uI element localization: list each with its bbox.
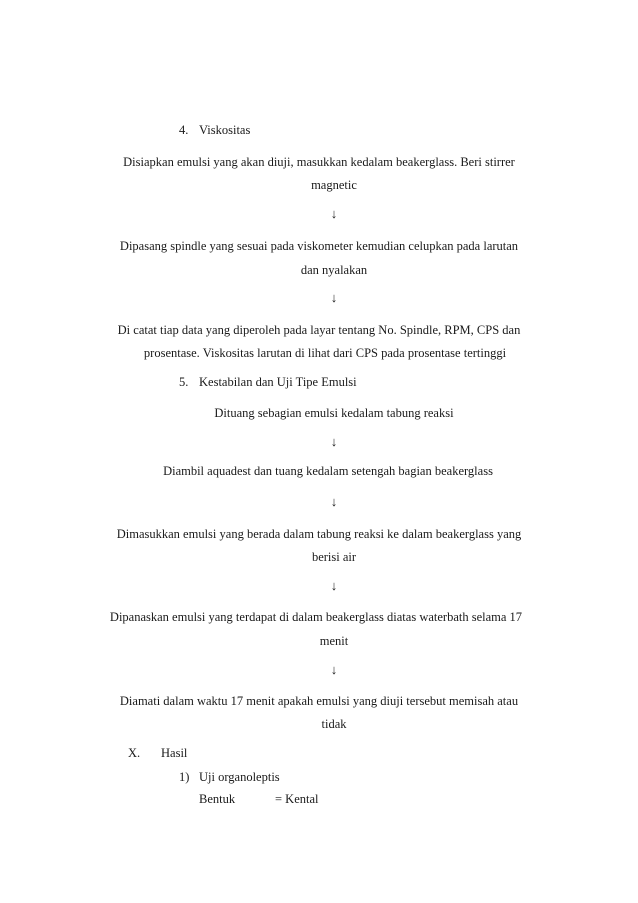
subsection-1-heading: Uji organoleptis (199, 770, 280, 784)
viskositas-step-2-line-1: Dipasang spindle yang sesuai pada viskometer kemudian celupkan pada larutan (119, 239, 519, 253)
result-row-value: = Kental (275, 792, 319, 806)
kestabilan-step-5-line-1: Diamati dalam waktu 17 menit apakah emulsi yang diuji tersebut memisah atau (119, 694, 519, 708)
section-5-number: 5. (179, 375, 189, 389)
viskositas-step-2-line-2: dan nyalakan (300, 263, 368, 277)
section-x-heading: Hasil (161, 746, 188, 760)
section-5-heading: Kestabilan dan Uji Tipe Emulsi (199, 375, 357, 389)
kestabilan-step-2: Diambil aquadest dan tuang kedalam setengah bagian beakerglass (163, 464, 493, 478)
kestabilan-step-3-line-2: berisi air (311, 550, 357, 564)
result-row-label: Bentuk (199, 792, 236, 806)
kestabilan-step-5-line-2: tidak (321, 717, 347, 731)
viskositas-step-1-line-1: Disiapkan emulsi yang akan diuji, masukkan kedalam beakerglass. Beri stirrer (123, 155, 515, 169)
kestabilan-step-1: Dituang sebagian emulsi kedalam tabung reaksi (214, 406, 454, 420)
flow-arrow-5: ↓ (330, 578, 338, 593)
flow-arrow-2: ↓ (330, 290, 338, 305)
flow-arrow-4: ↓ (330, 494, 338, 509)
subsection-1-number: 1) (179, 770, 190, 784)
viskositas-step-1-line-2: magnetic (311, 178, 357, 192)
flow-arrow-1: ↓ (330, 206, 338, 221)
flow-arrow-6: ↓ (330, 662, 338, 677)
kestabilan-step-4-line-1: Dipanaskan emulsi yang terdapat di dalam beakerglass diatas waterbath selama 17 (109, 610, 523, 624)
viskositas-step-3-line-2: prosentase. Viskositas larutan di lihat dari CPS pada prosentase tertinggi (143, 346, 507, 360)
section-4-heading: Viskositas (199, 123, 251, 137)
section-x-numeral: X. (128, 746, 141, 760)
kestabilan-step-3-line-1: Dimasukkan emulsi yang berada dalam tabung reaksi ke dalam beakerglass yang (116, 527, 522, 541)
viskositas-step-3-line-1: Di catat tiap data yang diperoleh pada layar tentang No. Spindle, RPM, CPS dan (117, 323, 521, 337)
flow-arrow-3: ↓ (330, 434, 338, 449)
section-4-number: 4. (179, 123, 189, 137)
kestabilan-step-4-line-2: menit (319, 634, 349, 648)
